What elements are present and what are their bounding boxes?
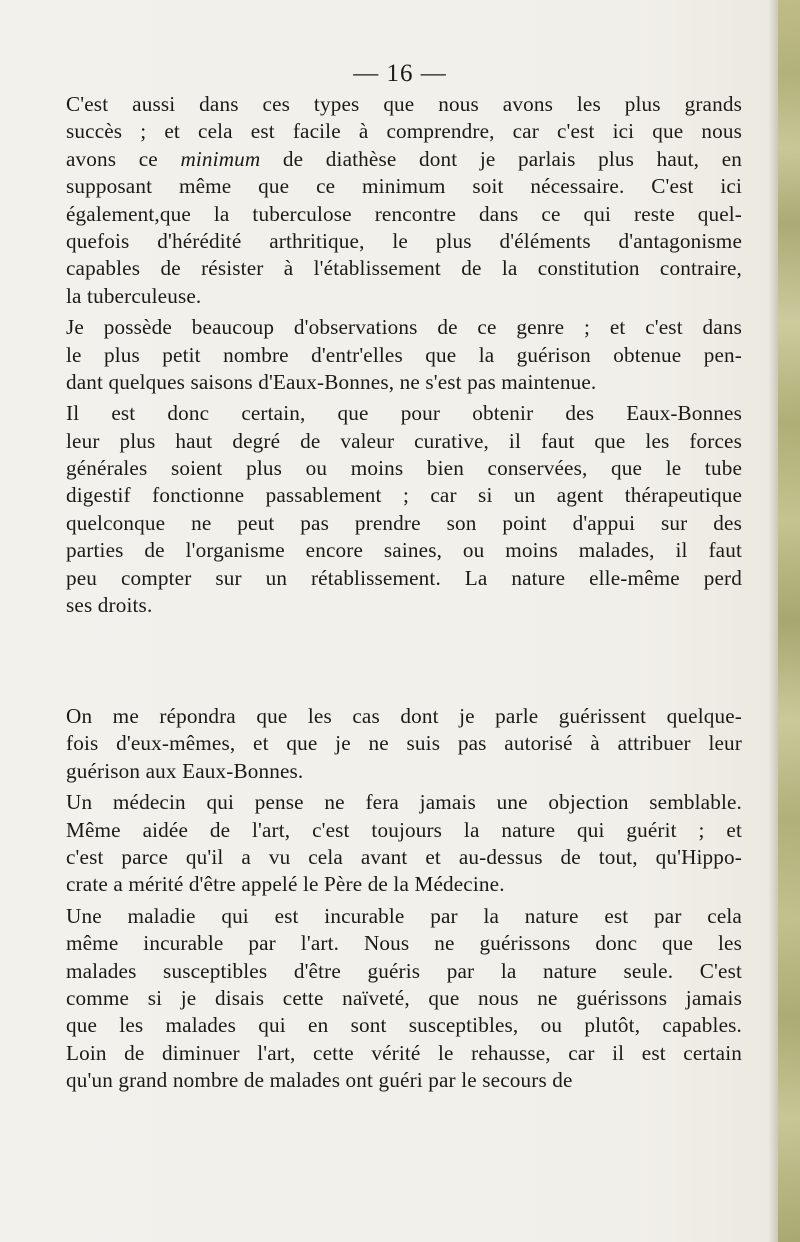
text-line: Même aidée de l'art, c'est toujours la nature qui guérit ; et <box>66 817 742 842</box>
text-line: succès ; et cela est facile à comprendre, car c'est ici que nous <box>66 119 742 144</box>
paragraph <box>64 903 742 1095</box>
text-line: générales soient plus ou moins bien conservées, que le tube <box>66 456 742 481</box>
text-line: Je possède beaucoup d'observations de ce genre ; et c'est dans <box>66 315 742 340</box>
text-line: On me répondra que les cas dont je parle guérissent quelque- <box>66 704 742 728</box>
text-line: fois d'eux-mêmes, et que je ne suis pas autorisé à attribuer leur <box>66 731 742 756</box>
text-line: quefois d'hérédité arthritique, le plus d'éléments d'antagonisme <box>66 228 742 253</box>
page-edge-shadow <box>768 0 778 1242</box>
text-line: Une maladie qui est incurable par la nature est par cela <box>66 903 742 928</box>
text-line: capables de résister à l'établissement de la constitution contraire, <box>66 256 742 281</box>
text-block-upper <box>64 91 742 619</box>
paragraph <box>64 703 742 785</box>
text-line: comme si je disais cette naïveté, que nous ne guérissons jamais <box>66 985 742 1010</box>
text-line: supposant même que ce minimum soit nécessaire. C'est ici <box>66 174 742 199</box>
page-edge-strip <box>778 0 800 1242</box>
text-line: dant quelques saisons d'Eaux-Bonnes, ne s'est pas maintenue. <box>66 369 597 394</box>
text-line: même incurable par l'art. Nous ne guérissons donc que les <box>66 931 742 956</box>
text-line: avons ce minimum de diathèse dont je parlais plus haut, en <box>66 146 742 171</box>
text-line: guérison aux Eaux-Bonnes. <box>66 758 304 783</box>
text-line: peu compter sur un rétablissement. La nature elle-même perd <box>66 565 742 590</box>
text-line: parties de l'organisme encore saines, ou moins malades, il faut <box>66 538 742 563</box>
text-line: que les malades qui en sont susceptibles, ou plutôt, capables. <box>66 1013 742 1038</box>
paragraph <box>64 400 742 619</box>
text-line: malades susceptibles d'être guéris par la nature seule. C'est <box>66 958 742 983</box>
text-block-lower <box>64 703 742 1094</box>
text-line: c'est parce qu'il a vu cela avant et au-dessus de tout, qu'Hippo- <box>66 844 742 869</box>
paragraph <box>64 789 742 899</box>
text-line: leur plus haut degré de valeur curative, il faut que les forces <box>66 428 742 453</box>
text-line: digestif fonctionne passablement ; car si un agent thérapeutique <box>66 483 742 508</box>
text-line: Un médecin qui pense ne fera jamais une objection semblable. <box>66 790 742 815</box>
text-line: la tuberculeuse. <box>66 283 202 308</box>
text-line: C'est aussi dans ces types que nous avons les plus grands <box>66 92 742 116</box>
text-line: le plus petit nombre d'entr'elles que la guérison obtenue pen- <box>66 342 742 367</box>
text-line: Il est donc certain, que pour obtenir des Eaux-Bonnes <box>66 401 742 426</box>
page-number: — 16 — <box>353 60 447 87</box>
text-line: crate a mérité d'être appelé le Père de la Médecine. <box>66 872 505 897</box>
paragraph <box>64 314 742 396</box>
text-line: Loin de diminuer l'art, cette vérité le rehausse, car il est certain <box>66 1040 742 1065</box>
emphasis: minimum <box>180 146 261 171</box>
text-line: ses droits. <box>66 593 153 618</box>
text-line: quelconque ne peut pas prendre son point d'appui sur des <box>66 510 742 535</box>
paragraph <box>64 91 742 310</box>
text-line: qu'un grand nombre de malades ont guéri par le secours de <box>66 1068 573 1093</box>
text-line: également,que la tuberculose rencontre dans ce qui reste quel- <box>66 201 742 226</box>
